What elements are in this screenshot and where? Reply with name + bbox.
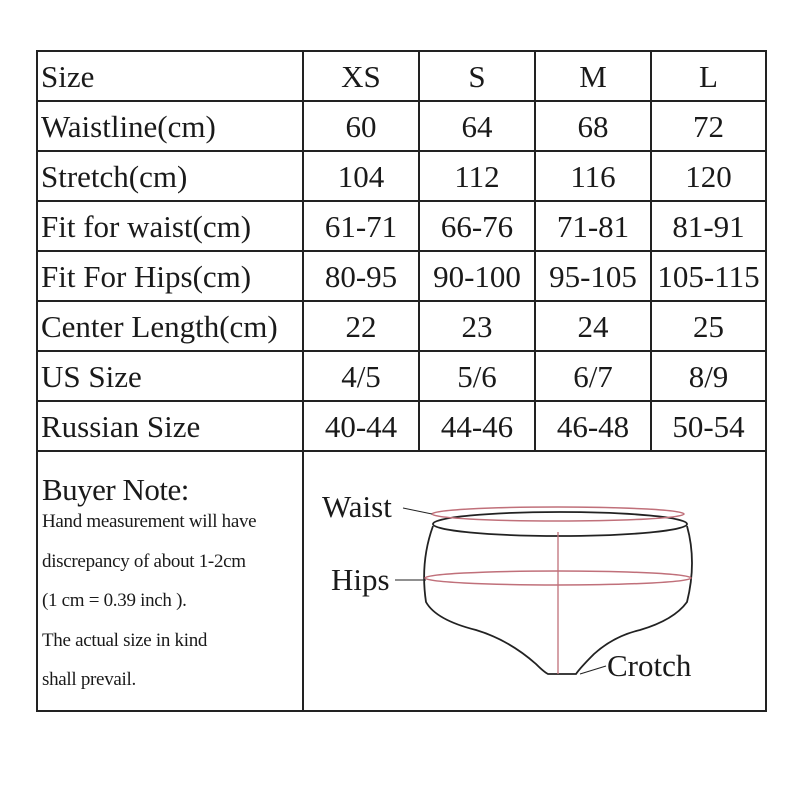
header-cell: L <box>651 51 766 101</box>
table-cell: 61-71 <box>303 201 419 251</box>
table-cell: 64 <box>419 101 535 151</box>
table-cell: 66-76 <box>419 201 535 251</box>
row-label: Stretch(cm) <box>37 151 303 201</box>
table-cell: 24 <box>535 301 651 351</box>
table-cell: 72 <box>651 101 766 151</box>
table-cell: 50-54 <box>651 401 766 451</box>
table-cell: 23 <box>419 301 535 351</box>
table-cell: 105-115 <box>651 251 766 301</box>
header-cell: XS <box>303 51 419 101</box>
table-cell: 4/5 <box>303 351 419 401</box>
row-label: Russian Size <box>37 401 303 451</box>
table-cell: 68 <box>535 101 651 151</box>
row-label: US Size <box>37 351 303 401</box>
table-row <box>37 401 766 451</box>
table-cell: 40-44 <box>303 401 419 451</box>
table-cell: 120 <box>651 151 766 201</box>
table-cell: 81-91 <box>651 201 766 251</box>
crotch-pointer <box>580 666 606 674</box>
table-cell: 5/6 <box>419 351 535 401</box>
header-cell: Size <box>37 51 303 101</box>
buyer-note-line: The actual size in kind <box>42 629 208 651</box>
table-row <box>37 251 766 301</box>
table-cell: 116 <box>535 151 651 201</box>
table-cell: 22 <box>303 301 419 351</box>
waist-label: Waist <box>322 489 392 524</box>
table-row <box>37 351 766 401</box>
header-row <box>37 51 766 101</box>
buyer-note-line: shall prevail. <box>42 669 136 690</box>
table-row <box>37 301 766 351</box>
table-cell: 95-105 <box>535 251 651 301</box>
header-cell: S <box>419 51 535 101</box>
buyer-note-line: (1 cm = 0.39 inch ). <box>42 590 187 611</box>
row-label: Fit For Hips(cm) <box>37 251 303 301</box>
table-cell: 6/7 <box>535 351 651 401</box>
measurement-diagram <box>303 451 766 711</box>
buyer-note-line: discrepancy of about 1-2cm <box>42 550 246 572</box>
table-row <box>37 151 766 201</box>
table-row <box>37 201 766 251</box>
table-cell: 80-95 <box>303 251 419 301</box>
crotch-label: Crotch <box>607 648 692 683</box>
row-label: Waistline(cm) <box>37 101 303 151</box>
table-cell: 104 <box>303 151 419 201</box>
table-cell: 90-100 <box>419 251 535 301</box>
buyer-note-title: Buyer Note: <box>42 472 189 507</box>
buyer-note-line: Hand measurement will have <box>42 511 257 532</box>
note-row <box>37 451 766 711</box>
table-cell: 112 <box>419 151 535 201</box>
row-label: Center Length(cm) <box>37 301 303 351</box>
table-cell: 46-48 <box>535 401 651 451</box>
table-cell: 44-46 <box>419 401 535 451</box>
buyer-note <box>37 451 303 711</box>
waist-pointer <box>403 508 432 514</box>
header-cell: M <box>535 51 651 101</box>
size-chart-table <box>36 50 767 712</box>
row-label: Fit for waist(cm) <box>37 201 303 251</box>
table-cell: 60 <box>303 101 419 151</box>
hips-label: Hips <box>331 562 390 597</box>
waist-measure-line <box>432 507 684 521</box>
table-cell: 8/9 <box>651 351 766 401</box>
briefs-diagram <box>304 452 765 710</box>
table-row <box>37 101 766 151</box>
table-cell: 71-81 <box>535 201 651 251</box>
table-cell: 25 <box>651 301 766 351</box>
